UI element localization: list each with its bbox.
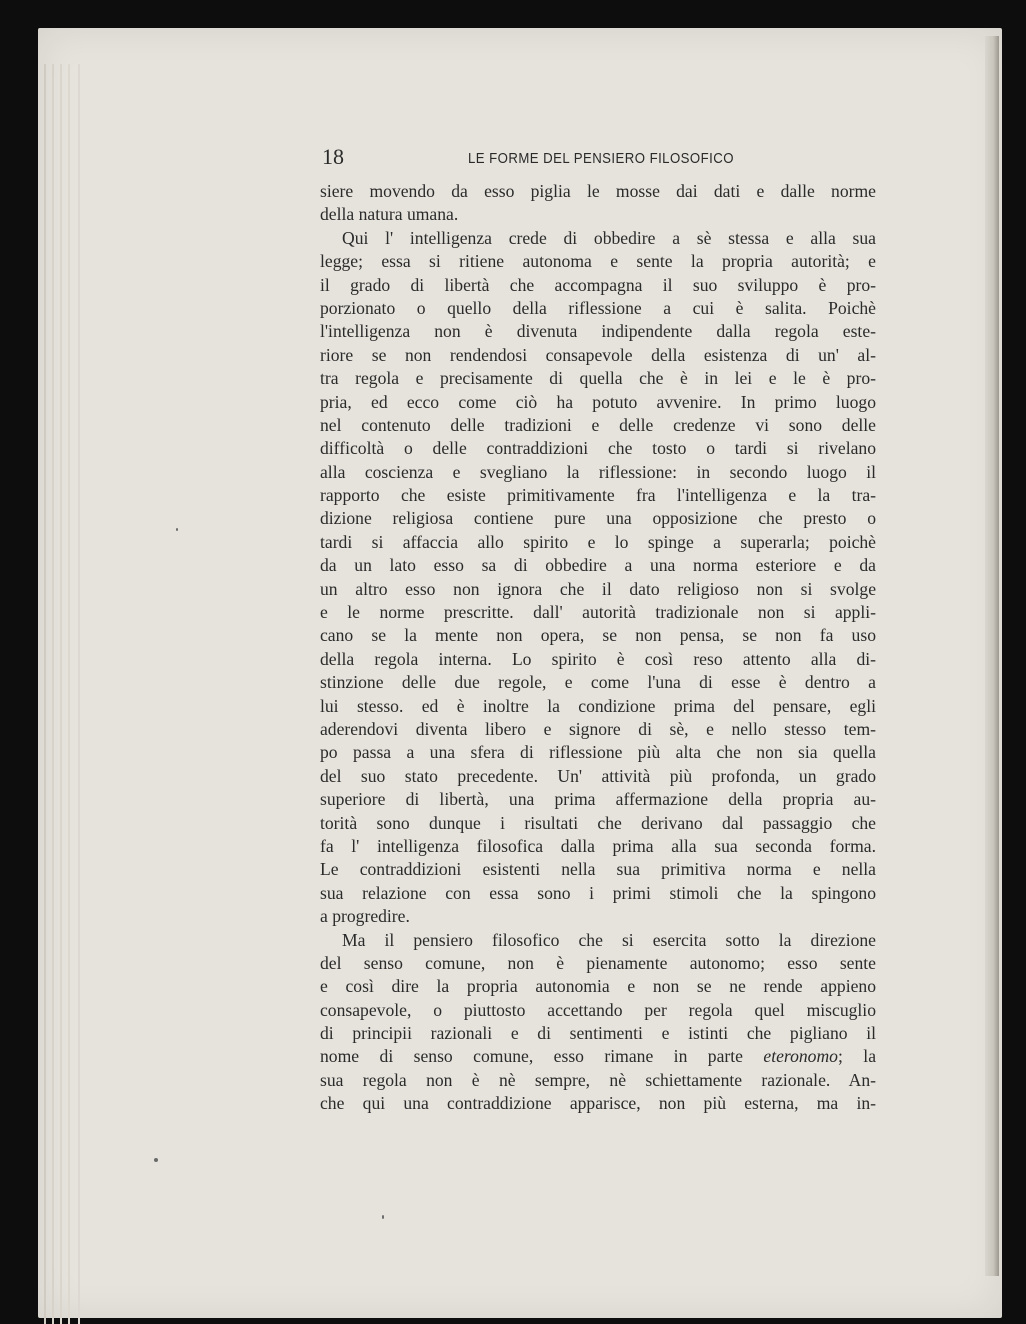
text-line: po passa a una sfera di riflessione più alta che non sia quella [320, 742, 876, 763]
ink-speck [176, 528, 178, 531]
facing-page-edge [985, 36, 999, 1276]
text-line: nel contenuto delle tradizioni e delle credenze vi sono delle [320, 414, 876, 435]
text-line: dizione religiosa contiene pure una opposizione che presto o [320, 508, 876, 529]
page-edge [78, 64, 80, 1324]
text-line: siere movendo da esso piglia le mosse dai dati e dalle norme [320, 181, 876, 201]
text-line-with-italic [320, 1045, 876, 1068]
ink-speck [382, 1215, 384, 1219]
text-line: il grado di libertà che accompagna il suo sviluppo è pro- [320, 274, 876, 295]
text-line: fa l' intelligenza filosofica dalla prima alla sua seconda forma. [320, 835, 876, 856]
text-line: aderendovi diventa libero e signore di sè, e nello stesso tem- [320, 718, 876, 739]
text-line: pria, ed ecco come ciò ha potuto avvenire. In primo luogo [320, 391, 876, 412]
text-line: della natura umana. [320, 204, 459, 225]
text-line: a progredire. [320, 906, 410, 927]
text-line: Le contraddizioni esistenti nella sua primitiva norma e nella [320, 859, 876, 880]
text-segment: ; la [837, 1046, 876, 1067]
text-line: di principii razionali e di sentimenti e istinti che pigliano il [320, 1023, 876, 1044]
text-line: del suo stato precedente. Un' attività più profonda, un grado [320, 765, 876, 786]
text-line: Ma il pensiero filosofico che si esercita sotto la direzione [342, 929, 876, 950]
text-line: e così dire la propria autonomia e non se ne rende appieno [320, 976, 876, 997]
page-edge [68, 64, 70, 1324]
text-line: rapporto che esiste primitivamente fra l'intelligenza e la tra- [320, 485, 876, 506]
text-line: tardi si affaccia allo spirito e lo spinge a superarla; poichè [320, 531, 876, 552]
ink-speck [154, 1158, 158, 1162]
text-line: legge; essa si ritiene autonoma e sente la propria autorità; e [320, 251, 876, 272]
scan-border [1002, 0, 1026, 1324]
page-edge [60, 64, 62, 1324]
text-line: alla coscienza e svegliano la riflessione: in secondo luogo il [320, 461, 876, 482]
text-line: che qui una contraddizione apparisce, non più esterna, ma in- [320, 1093, 876, 1114]
body-text [320, 180, 876, 1116]
text-line: da un lato esso sa di obbedire a una norma esteriore e da [320, 555, 876, 576]
running-title: LE FORME DEL PENSIERO FILOSOFICO [468, 150, 734, 167]
text-line: e le norme prescritte. dall' autorità tradizionale non si appli- [320, 602, 876, 623]
text-line: consapevole, o piuttosto accettando per regola quel miscuglio [320, 999, 876, 1020]
text-line: un altro esso non ignora che il dato religioso non si svolge [320, 578, 876, 599]
text-line: difficoltà o delle contraddizioni che tosto o tardi si rivelano [320, 438, 876, 459]
text-line: stinzione delle due regole, e come l'una di esse è dentro a [320, 672, 876, 693]
text-line: superiore di libertà, una prima affermazione della propria au- [320, 789, 876, 810]
italic-term: eteronomo [763, 1046, 838, 1067]
text-line: porzionato o quello della riflessione a cui è salita. Poichè [320, 297, 876, 318]
page-number: 18 [322, 144, 344, 169]
text-line: torità sono dunque i risultati che derivano dal passaggio che [320, 812, 876, 833]
text-line: del senso comune, non è pienamente autonomo; esso sente [320, 952, 876, 973]
text-line: sua relazione con essa sono i primi stimoli che la spingono [320, 882, 876, 903]
text-line: sua regola non è nè sempre, nè schiettamente razionale. An- [320, 1069, 876, 1090]
page-edge [52, 64, 54, 1324]
text-line: lui stesso. ed è inoltre la condizione prima del pensare, egli [320, 695, 876, 716]
page-header [322, 144, 878, 174]
text-line: riore se non rendendosi consapevole della esistenza di un' al- [320, 344, 876, 365]
text-line: della regola interna. Lo spirito è così reso attento alla di- [320, 648, 876, 669]
text-line: cano se la mente non opera, se non pensa, se non fa uso [320, 625, 876, 646]
text-line: tra regola e precisamente di quella che è in lei e le è pro- [320, 368, 876, 389]
text-segment: nome di senso comune, esso rimane in parte [320, 1046, 743, 1067]
page-edge [44, 64, 46, 1324]
text-line: Qui l' intelligenza crede di obbedire a sè stessa e alla sua [342, 227, 876, 248]
text-line: l'intelligenza non è divenuta indipendente dalla regola este- [320, 321, 876, 342]
